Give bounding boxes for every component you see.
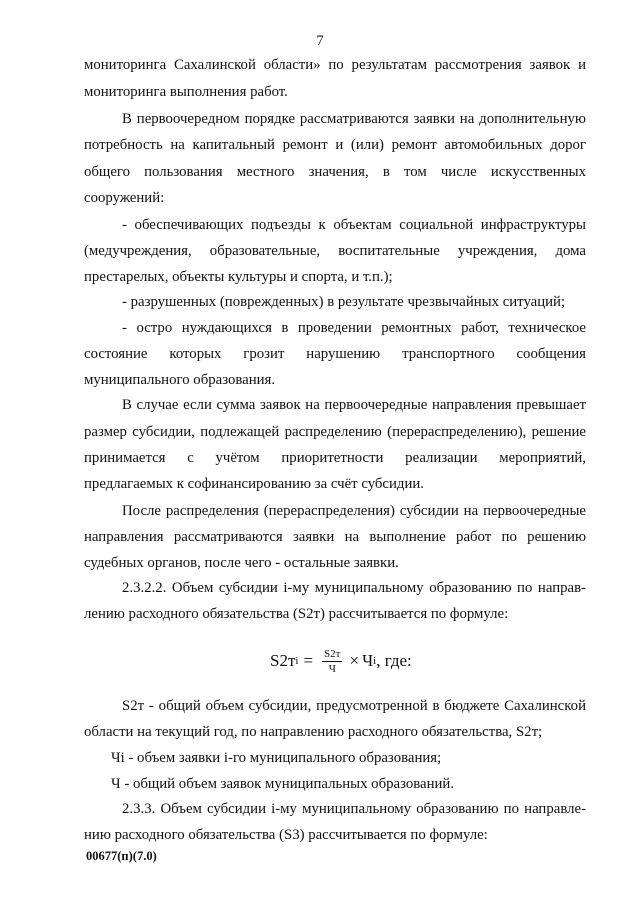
- formula-equals: =: [303, 651, 314, 670]
- text-line: принимается с учётом приоритетности реализации мероприятий,: [84, 450, 586, 466]
- formula-denominator: Ч: [328, 662, 336, 675]
- text-line: общего пользования местного значения, в том числе искусственных: [84, 164, 586, 180]
- text-line: предлагаемых к софинансированию за счёт субсидии.: [84, 476, 424, 492]
- text-line: состояние которых грозит нарушению транспортного сообщения: [84, 346, 586, 362]
- text-line: (медучреждения, образовательные, воспитательные учреждения, дома: [84, 243, 586, 259]
- text-line: - обеспечивающих подъезды к объектам социальной инфраструктуры: [122, 217, 586, 233]
- text-line: муниципального образования.: [84, 372, 276, 388]
- text-line: престарелых, объекты культуры и спорта, и т.п.);: [84, 269, 393, 285]
- text-line: мониторинга Сахалинской области» по результатам рассмотрения заявок и: [84, 57, 586, 73]
- formula-times: ×: [349, 651, 360, 670]
- text-line: 2.3.3. Объем субсидии i-му муниципальному образованию по направле-: [122, 801, 586, 817]
- text-line: размер субсидии, подлежащей распределению (перераспределению), решение: [84, 424, 586, 440]
- text-line: потребность на капитальный ремонт и (или) ремонт автомобильных дорог: [84, 137, 586, 153]
- text-line: - остро нуждающихся в проведении ремонтных работ, техническое: [122, 320, 586, 336]
- text-line: В первоочередном порядке рассматриваются заявки на дополнительную: [122, 111, 586, 127]
- text-line: мониторинга выполнения работ.: [84, 84, 288, 100]
- formula-suffix: , где:: [376, 651, 412, 670]
- text-line: S2т - общий объем субсидии, предусмотренной в бюджете Сахалинской: [122, 698, 586, 714]
- text-line: - разрушенных (поврежденных) в результате чрезвычайных ситуаций;: [122, 294, 566, 310]
- text-line: 2.3.2.2. Объем субсидии i-му муниципальному образованию по направ-: [122, 580, 586, 596]
- formula-lhs: S2т: [270, 651, 296, 670]
- formula-numerator: S2т: [324, 647, 341, 660]
- text-line: направления рассматриваются заявки на выполнение работ по решению: [84, 529, 586, 545]
- formula-rhs: Ч: [362, 651, 374, 670]
- text-line: лению расходного обязательства (S2т) рассчитывается по формуле:: [84, 606, 509, 622]
- text-line: После распределения (перераспределения) субсидии на первоочередные: [122, 503, 586, 519]
- formula-s2t: [270, 641, 412, 681]
- text-line: Чi - объем заявки i-го муниципального образования;: [111, 750, 442, 766]
- text-line: судебных органов, после чего - остальные заявки.: [84, 555, 399, 571]
- text-line: Ч - общий объем заявок муниципальных образований.: [111, 776, 455, 792]
- text-line: области на текущий год, по направлению расходного обязательства, S2т;: [84, 724, 543, 740]
- formula-rhs-subscript: i: [373, 655, 377, 667]
- text-line: сооружений:: [84, 190, 165, 206]
- document-code: 00677(п)(7.0): [86, 849, 157, 863]
- formula-fraction: [322, 648, 342, 675]
- formula-lhs-subscript: i: [295, 655, 299, 667]
- page-number: 7: [316, 33, 324, 49]
- text-line: нию расходного обязательства (S3) рассчитывается по формуле:: [84, 827, 488, 843]
- text-line: В случае если сумма заявок на первоочередные направления превышает: [122, 397, 586, 413]
